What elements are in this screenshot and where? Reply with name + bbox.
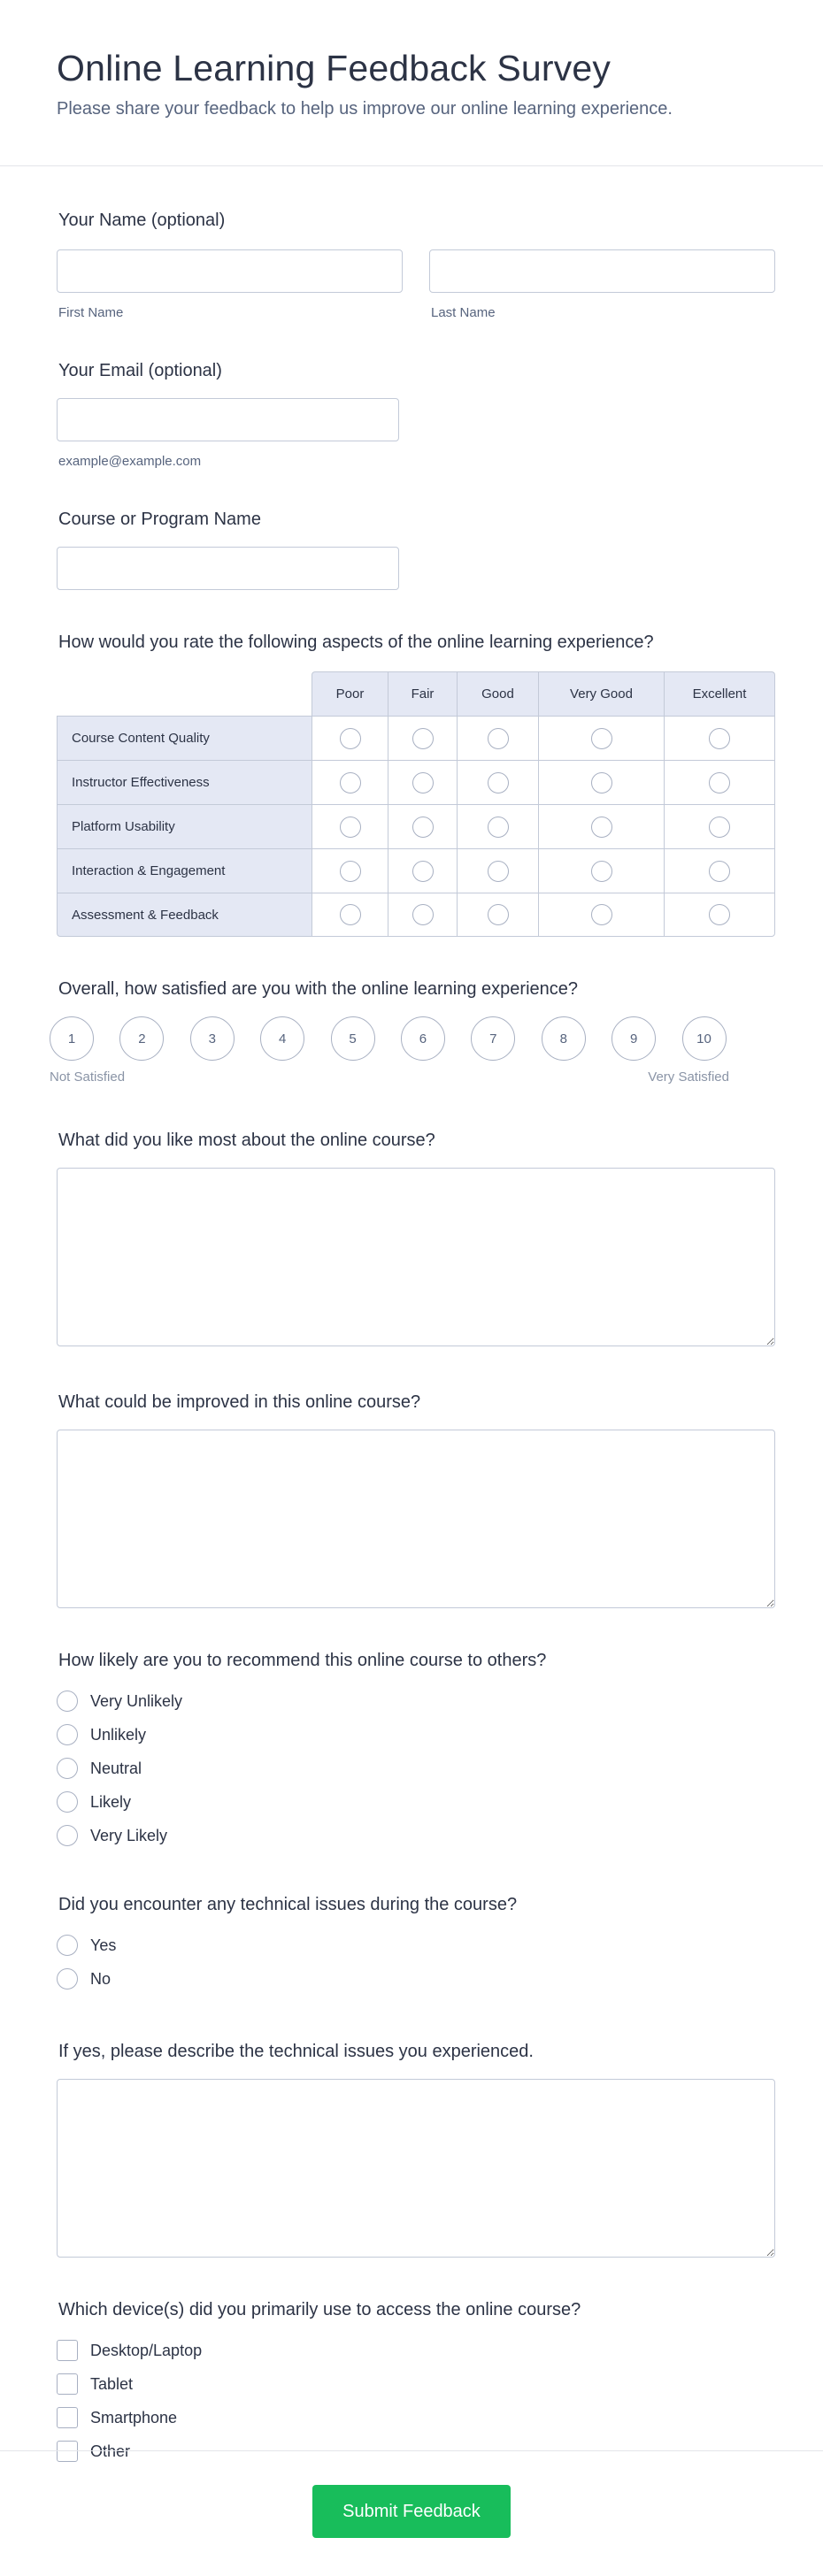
checkbox[interactable]	[57, 2340, 78, 2361]
matrix-corner	[57, 671, 312, 716]
matrix-cell	[388, 848, 457, 893]
matrix-cell	[312, 848, 388, 893]
scale-option-7[interactable]: 7	[471, 1016, 515, 1061]
option-label: Tablet	[90, 2374, 134, 2393]
scale-option-4[interactable]: 4	[260, 1016, 304, 1061]
first-name-col	[57, 249, 403, 320]
matrix-col-good: Good	[457, 671, 538, 716]
matrix-cell	[538, 893, 664, 937]
matrix-cell	[538, 848, 664, 893]
matrix-cell	[312, 716, 388, 760]
technical-field-group	[57, 1852, 775, 1996]
technical-option-no[interactable]	[57, 1962, 775, 1996]
course-field-group	[57, 469, 775, 590]
last-name-sublabel: Last Name	[431, 305, 496, 320]
scale-option-9[interactable]: 9	[611, 1016, 656, 1061]
form-footer	[0, 2450, 823, 2576]
matrix-row-label: Platform Usability	[57, 804, 312, 848]
matrix-radio[interactable]	[340, 772, 361, 794]
matrix-row-interaction	[57, 848, 775, 893]
scale-option-6[interactable]: 6	[401, 1016, 445, 1061]
matrix-cell	[388, 804, 457, 848]
matrix-radio[interactable]	[591, 861, 612, 882]
radio-button[interactable]	[57, 1724, 78, 1745]
improved-field-group	[57, 1346, 775, 1608]
matrix-cell	[664, 716, 775, 760]
matrix-cell	[388, 893, 457, 937]
technical-label: Did you encounter any technical issues during the course?	[58, 1895, 518, 1914]
matrix-cell	[457, 848, 538, 893]
matrix-radio[interactable]	[412, 904, 434, 925]
recommend-option-very-unlikely[interactable]	[57, 1684, 775, 1718]
matrix-cell	[388, 716, 457, 760]
matrix-radio[interactable]	[709, 861, 730, 882]
radio-button[interactable]	[57, 1758, 78, 1779]
matrix-row-label: Interaction & Engagement	[57, 848, 312, 893]
matrix-cell	[388, 760, 457, 804]
scale-row	[50, 1016, 775, 1061]
option-label: Neutral	[90, 1759, 142, 1777]
matrix-radio[interactable]	[488, 728, 509, 749]
radio-button[interactable]	[57, 1935, 78, 1956]
recommend-field-group	[57, 1608, 775, 1852]
devices-label: Which device(s) did you primarily use to access the online course?	[58, 2300, 581, 2319]
matrix-radio[interactable]	[488, 816, 509, 838]
recommend-label: How likely are you to recommend this online course to others?	[58, 1651, 547, 1670]
form-header	[0, 0, 823, 166]
scale-label: Overall, how satisfied are you with the online learning experience?	[58, 979, 579, 999]
matrix-cell	[538, 760, 664, 804]
course-input[interactable]	[57, 547, 399, 590]
recommend-option-unlikely[interactable]	[57, 1718, 775, 1752]
radio-button[interactable]	[57, 1825, 78, 1846]
matrix-radio[interactable]	[488, 772, 509, 794]
matrix-radio[interactable]	[709, 816, 730, 838]
matrix-row-assessment	[57, 893, 775, 937]
option-label: No	[90, 1969, 112, 1988]
matrix-header-row	[57, 671, 775, 716]
option-label: Yes	[90, 1936, 117, 1954]
matrix-radio[interactable]	[340, 861, 361, 882]
scale-option-2[interactable]: 2	[119, 1016, 164, 1061]
matrix-cell	[538, 716, 664, 760]
matrix-radio[interactable]	[591, 728, 612, 749]
matrix-radio[interactable]	[591, 816, 612, 838]
matrix-radio[interactable]	[709, 772, 730, 794]
matrix-row-instructor	[57, 760, 775, 804]
matrix-cell	[664, 893, 775, 937]
matrix-radio[interactable]	[412, 861, 434, 882]
recommend-option-very-likely[interactable]	[57, 1819, 775, 1852]
matrix-col-very-good: Very Good	[538, 671, 664, 716]
radio-button[interactable]	[57, 1968, 78, 1990]
devices-options	[57, 2334, 775, 2468]
technical-options	[57, 1928, 775, 1996]
matrix-cell	[457, 804, 538, 848]
technical-option-yes[interactable]	[57, 1928, 775, 1962]
scale-high-label: Very Satisfied	[648, 1070, 729, 1085]
matrix-radio[interactable]	[709, 904, 730, 925]
tech-describe-textarea[interactable]	[57, 2079, 775, 2258]
matrix-label: How would you rate the following aspects of the online learning experience?	[58, 632, 654, 652]
matrix-radio[interactable]	[591, 904, 612, 925]
matrix-cell	[664, 848, 775, 893]
last-name-col	[429, 249, 775, 320]
option-label: Smartphone	[90, 2408, 178, 2426]
matrix-cell	[664, 804, 775, 848]
page-title: Online Learning Feedback Survey	[57, 48, 611, 88]
matrix-radio[interactable]	[591, 772, 612, 794]
radio-button[interactable]	[57, 1690, 78, 1712]
device-option-desktop[interactable]	[57, 2334, 775, 2367]
name-label: Your Name (optional)	[58, 211, 226, 230]
devices-field-group	[57, 2258, 775, 2468]
email-label: Your Email (optional)	[58, 361, 222, 380]
matrix-row-label: Assessment & Feedback	[57, 893, 312, 937]
submit-button[interactable]: Submit Feedback	[312, 2485, 511, 2538]
recommend-option-likely[interactable]	[57, 1785, 775, 1819]
tech-describe-field-group	[57, 1996, 775, 2258]
option-label: Desktop/Laptop	[90, 2341, 203, 2359]
matrix-radio[interactable]	[412, 772, 434, 794]
matrix-radio[interactable]	[412, 728, 434, 749]
matrix-cell	[457, 893, 538, 937]
matrix-cell	[664, 760, 775, 804]
matrix-cell	[538, 804, 664, 848]
email-sublabel: example@example.com	[58, 454, 202, 469]
matrix-col-fair: Fair	[388, 671, 457, 716]
scale-option-3[interactable]: 3	[190, 1016, 235, 1061]
name-row	[57, 249, 775, 320]
option-label: Very Likely	[90, 1826, 168, 1844]
radio-button[interactable]	[57, 1791, 78, 1813]
device-option-smartphone[interactable]	[57, 2401, 775, 2434]
first-name-input[interactable]	[57, 249, 403, 293]
rating-matrix-group	[57, 590, 775, 937]
checkbox[interactable]	[57, 2373, 78, 2395]
matrix-radio[interactable]	[340, 904, 361, 925]
form-content	[0, 166, 823, 2468]
last-name-input[interactable]	[429, 249, 775, 293]
recommend-options	[57, 1684, 775, 1852]
checkbox[interactable]	[57, 2407, 78, 2428]
name-field-group	[57, 166, 775, 320]
matrix-row-label: Instructor Effectiveness	[57, 760, 312, 804]
tech-describe-label: If yes, please describe the technical issues you experienced.	[58, 2042, 534, 2061]
matrix-cell	[457, 716, 538, 760]
scale-option-1[interactable]: 1	[50, 1016, 94, 1061]
matrix-col-poor: Poor	[312, 671, 388, 716]
scale-option-5[interactable]: 5	[331, 1016, 375, 1061]
matrix-radio[interactable]	[412, 816, 434, 838]
page-subtitle: Please share your feedback to help us improve our online learning experience.	[57, 99, 673, 119]
option-label: Very Unlikely	[90, 1691, 183, 1710]
improved-textarea[interactable]	[57, 1430, 775, 1608]
course-label: Course or Program Name	[58, 510, 261, 529]
matrix-radio[interactable]	[340, 816, 361, 838]
option-label: Likely	[90, 1792, 132, 1811]
rating-matrix	[57, 671, 775, 937]
first-name-sublabel: First Name	[58, 305, 124, 320]
matrix-cell	[312, 760, 388, 804]
option-label: Unlikely	[90, 1725, 147, 1744]
matrix-radio[interactable]	[488, 904, 509, 925]
matrix-row-label: Course Content Quality	[57, 716, 312, 760]
matrix-cell	[312, 893, 388, 937]
matrix-row-platform	[57, 804, 775, 848]
matrix-cell	[312, 804, 388, 848]
email-field-group	[57, 320, 775, 469]
scale-low-label: Not Satisfied	[50, 1070, 126, 1085]
liked-textarea[interactable]	[57, 1168, 775, 1346]
scale-option-10[interactable]: 10	[682, 1016, 727, 1061]
device-option-tablet[interactable]	[57, 2367, 775, 2401]
matrix-radio[interactable]	[340, 728, 361, 749]
liked-label: What did you like most about the online course?	[58, 1131, 435, 1150]
matrix-cell	[457, 760, 538, 804]
satisfaction-scale-group	[50, 937, 775, 1085]
matrix-radio[interactable]	[709, 728, 730, 749]
recommend-option-neutral[interactable]	[57, 1752, 775, 1785]
improved-label: What could be improved in this online course?	[58, 1392, 421, 1412]
liked-field-group	[57, 1085, 775, 1346]
email-input[interactable]	[57, 398, 399, 441]
matrix-row-content-quality	[57, 716, 775, 760]
scale-option-8[interactable]: 8	[542, 1016, 586, 1061]
matrix-col-excellent: Excellent	[664, 671, 775, 716]
matrix-radio[interactable]	[488, 861, 509, 882]
option-label: Other	[90, 2442, 131, 2460]
scale-labels	[50, 1070, 729, 1085]
